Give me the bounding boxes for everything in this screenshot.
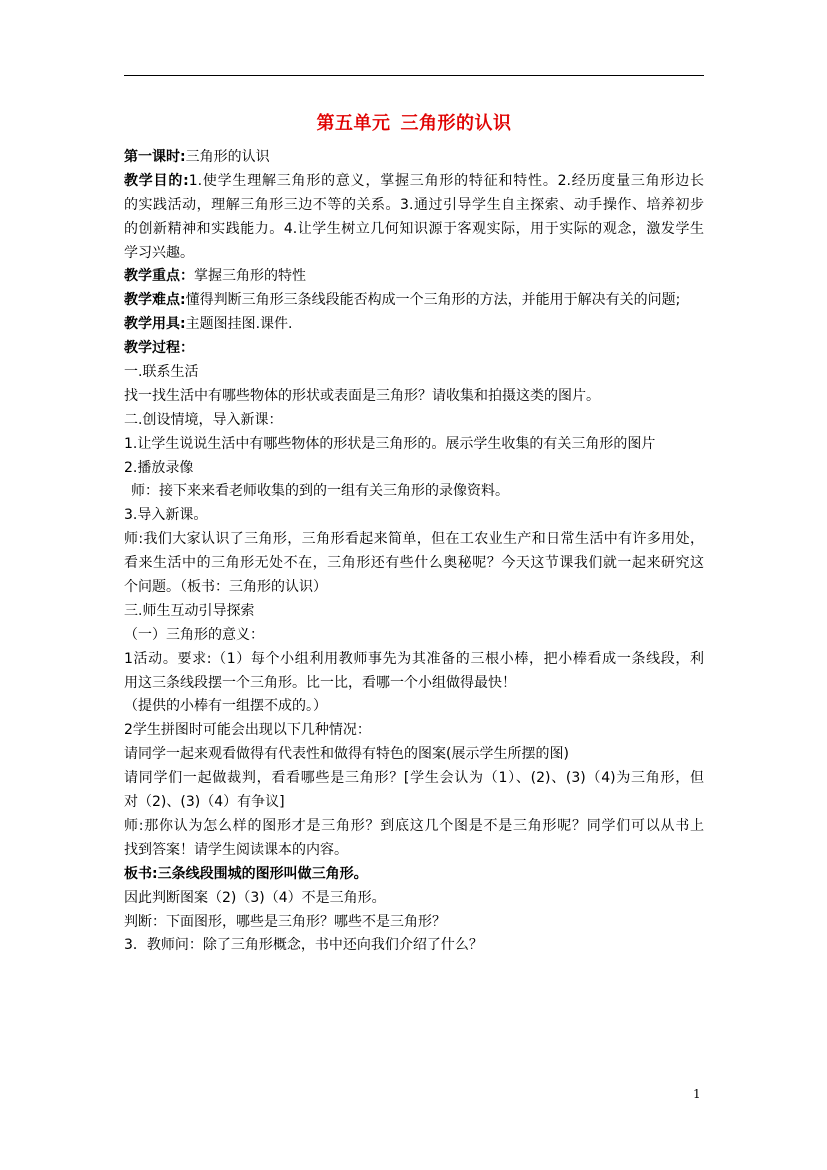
paragraph-line: 找到答案！请学生阅读课本的内容。 (124, 841, 348, 858)
difficulty-line (124, 289, 704, 313)
title-topic: 三角形的认识 (400, 113, 512, 134)
lesson-text: 三角形的认识 (185, 149, 270, 165)
title-unit: 第五单元 (316, 113, 391, 134)
page-title (124, 112, 704, 136)
paragraph-line: 二.创设情境，导入新课： (124, 411, 283, 428)
tools-label: 教学用具: (124, 316, 186, 333)
paragraph-line: 用这三条线段摆一个三角形。比一比，看哪一个小组做得最快！ (124, 674, 516, 691)
board-note-line: 板书:三条线段围城的图形叫做三角形。 (124, 865, 368, 882)
paragraph-line: 师:那你认为怎么样的图形才是三角形？到底这几个图是不是三角形呢？同学们可以从书上 (124, 817, 704, 834)
objectives-text-1: 1.使学生理解三角形的意义，掌握三角形的特征和特性。2.经历度量三角形边长 (188, 172, 704, 189)
header-rule (124, 75, 704, 76)
lesson-line (124, 146, 704, 170)
paragraph-line: 师:我们大家认识了三角形，三角形看起来简单，但在工农业生产和日常生活中有许多用处， (124, 531, 704, 548)
paragraph-line: 1活动。要求:（1）每个小组利用教师事先为其准备的三根小棒，把小棒看成一条线段，利 (124, 650, 704, 667)
paragraph-line: 1.让学生说说生活中有哪些物体的形状是三角形的。展示学生收集的有关三角形的图片 (124, 435, 656, 452)
paragraph-line: 一.联系生活 (124, 364, 199, 381)
objectives-line-2: 的实践活动，理解三角形三边不等的关系。3.通过引导学生自主探索、动手操作、培养初步 (124, 196, 704, 213)
paragraph-line: 对（2)、(3)（4）有争议] (124, 794, 285, 811)
paragraph-line: 请同学一起来观看做得有代表性和做得有特色的图案(展示学生所摆的图) (124, 746, 569, 763)
difficulty-text: 懂得判断三角形三条线段能否构成一个三角形的方法，并能用于解决有关的问题; (185, 292, 681, 309)
paragraph-line: 2学生拼图时可能会出现以下几种情况： (124, 722, 371, 739)
paragraph-line: 看来生活中的三角形无处不在，三角形还有些什么奥秘呢？今天这节课我们就一起来研究这 (124, 555, 704, 572)
page-number: 1 (693, 1087, 701, 1101)
focus-line (124, 265, 704, 289)
paragraph-line: （一）三角形的意义： (124, 626, 264, 643)
paragraph-line: 找一找生活中有哪些物体的形状或表面是三角形？请收集和拍摄这类的图片。 (124, 387, 600, 404)
objectives-line-3: 的创新精神和实践能力。4.让学生树立几何知识源于客观实际，用于实际的观念，激发学生 (124, 220, 704, 237)
paragraph-line: 判断：下面图形，哪些是三角形？哪些不是三角形？ (124, 913, 446, 930)
paragraph-line: 因此判断图案（2)（3)（4）不是三角形。 (124, 889, 386, 906)
tools-text: 主题图挂图.课件. (185, 316, 293, 333)
paragraph-line: 3．教师问：除了三角形概念，书中还向我们介绍了什么？ (124, 937, 483, 954)
process-heading: 教学过程： (124, 340, 194, 357)
paragraph-line: 2.播放录像 (124, 459, 194, 476)
tools-line (124, 313, 704, 337)
paragraph-line: 三.师生互动引导探索 (124, 602, 255, 619)
paragraph-line: 请同学们一起做裁判，看看哪些是三角形？[学生会认为（1）、(2)、(3)（4)为三角形，但 (124, 770, 704, 787)
difficulty-label: 教学难点: (124, 292, 186, 309)
objectives-line-1 (124, 170, 704, 194)
lesson-label: 第一课时: (124, 149, 186, 165)
objectives-label: 教学目的: (124, 172, 189, 189)
paragraph-line: 师：接下来来看老师收集的到的一组有关三角形的录像资料。 (131, 483, 509, 500)
paragraph-line: （提供的小棒有一组摆不成的。） (124, 698, 327, 715)
document-body (124, 146, 704, 958)
focus-text: 掌握三角形的特性 (194, 268, 306, 285)
paragraph-line: 个问题。（板书：三角形的认识） (124, 579, 327, 596)
paragraph-line: 3.导入新课。 (124, 507, 208, 524)
objectives-line-4: 学习兴趣。 (124, 244, 194, 261)
focus-label: 教学重点： (124, 268, 194, 285)
